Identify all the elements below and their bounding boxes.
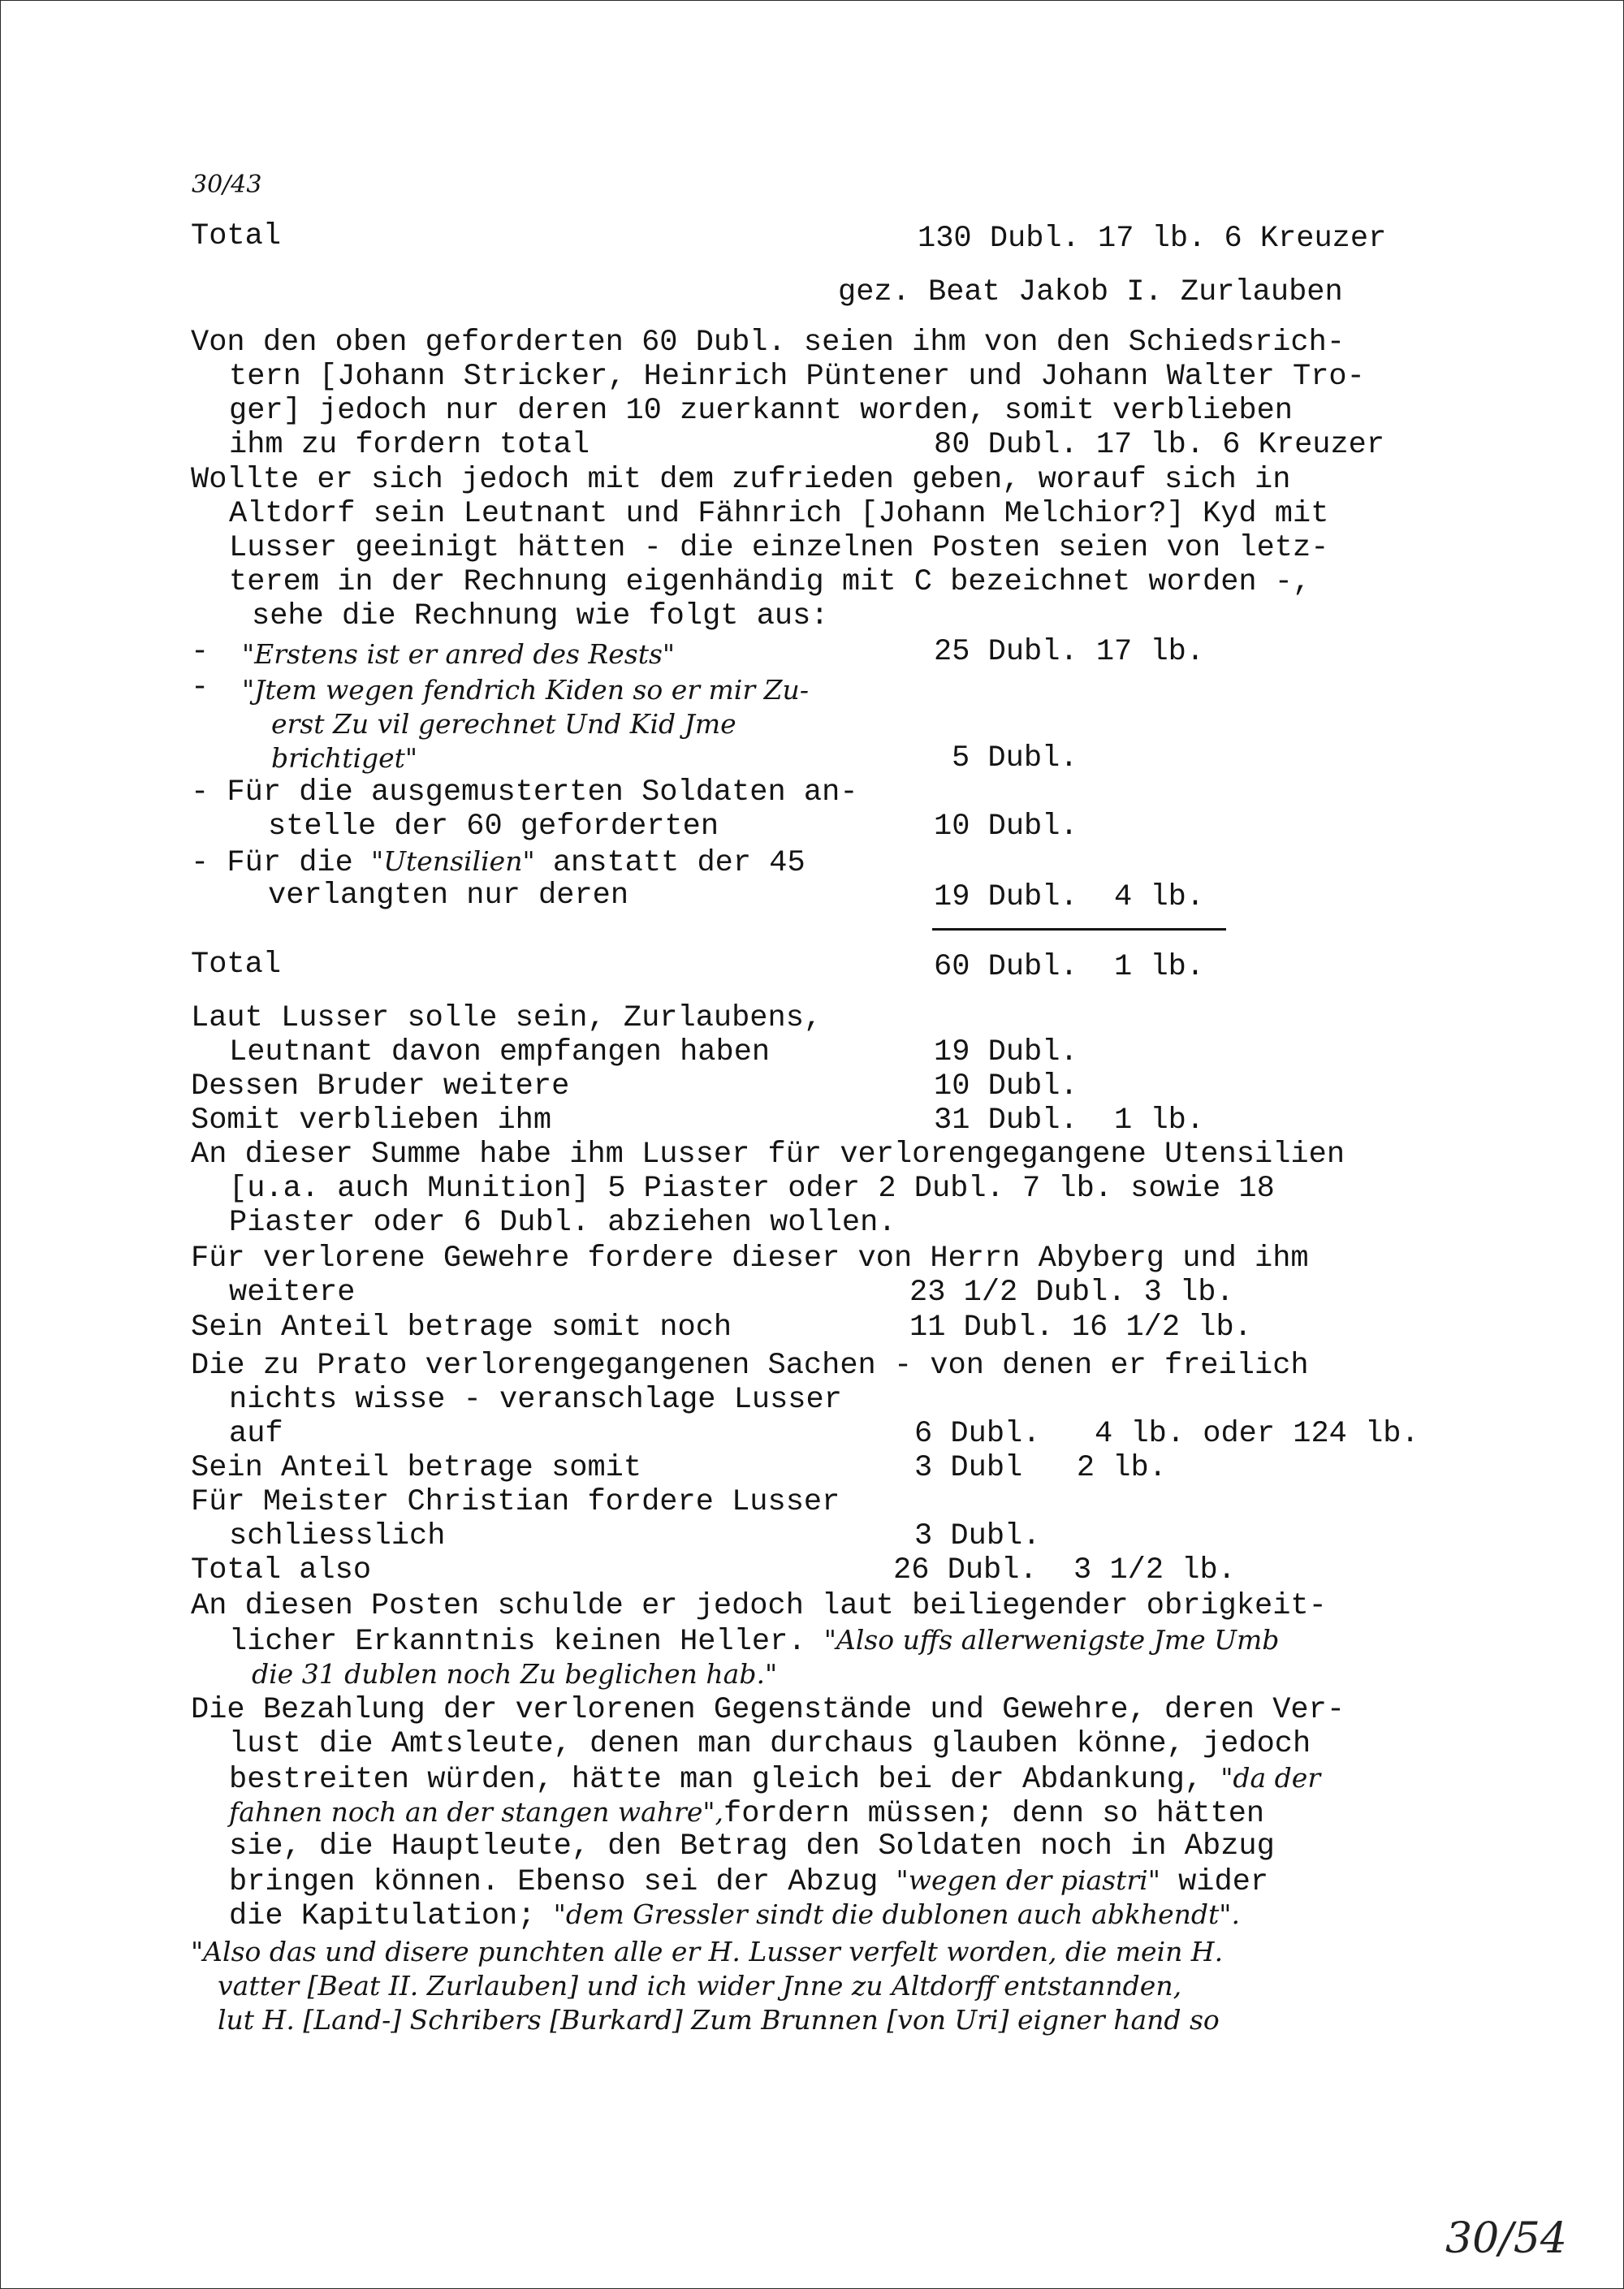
- total-label: Total also: [191, 1553, 372, 1587]
- sum-rule: [932, 928, 1226, 931]
- paragraph-line: weitere: [229, 1276, 356, 1310]
- total-label: Total: [191, 219, 282, 253]
- paragraph-line: [u.a. auch Munition] 5 Piaster oder 2 Dubl. 7 lb. sowie 18: [229, 1172, 1275, 1206]
- item-quote: brichtiget": [271, 742, 418, 774]
- amount-value: 5 Dubl.: [952, 741, 1078, 775]
- paragraph-quote: die 31 dublen noch Zu beglichen hab.": [252, 1658, 778, 1690]
- amount-value: 23 1/2 Dubl. 3 lb.: [909, 1276, 1234, 1310]
- paragraph-line: Für Meister Christian fordere Lusser: [191, 1485, 840, 1519]
- paragraph-line: Die zu Prato verlorengegangenen Sachen - von denen er freilich: [191, 1349, 1309, 1383]
- amount-value: 31 Dubl. 1 lb.: [934, 1103, 1205, 1138]
- list-dash: -: [191, 635, 209, 669]
- amount-value: 25 Dubl. 17 lb.: [934, 635, 1205, 669]
- paragraph-text: bestreiten würden, hätte man gleich bei der Abdankung,: [229, 1763, 1221, 1797]
- paragraph-line: Wollte er sich jedoch mit dem zufrieden geben, worauf sich in: [191, 463, 1291, 497]
- paragraph-quote: "Also das und disere punchten alle er H. Lusser verfelt worden, die mein H.: [191, 1936, 1224, 1967]
- amount-value: 6 Dubl. 4 lb. oder 124 lb.: [914, 1417, 1419, 1451]
- paragraph-quote: vatter [Beat II. Zurlauben] und ich wider Jnne zu Altdorff entstannden,: [218, 1970, 1182, 2002]
- paragraph-line: [229, 1623, 1279, 1659]
- paragraph-line: An diesen Posten schulde er jedoch laut beiliegender obrigkeit-: [191, 1589, 1327, 1623]
- item-quote: "Jtem wegen fendrich Kiden so er mir Zu-: [242, 674, 809, 706]
- paragraph-line: An dieser Summe habe ihm Lusser für verlorengegangene Utensilien: [191, 1138, 1345, 1172]
- paragraph-text: wider: [1160, 1865, 1269, 1899]
- total-value: 130 Dubl. 17 lb. 6 Kreuzer: [918, 222, 1387, 256]
- amount-value: 3 Dubl 2 lb.: [914, 1451, 1167, 1485]
- paragraph-line: [229, 1795, 1264, 1831]
- paragraph-line: sehe die Rechnung wie folgt aus:: [252, 599, 829, 633]
- paragraph-line: schliesslich: [229, 1519, 446, 1553]
- amount-value: 80 Dubl. 17 lb. 6 Kreuzer: [934, 428, 1385, 462]
- paragraph-line: ihm zu fordern total: [229, 428, 590, 462]
- paragraph-line: [229, 1761, 1320, 1797]
- paragraph-line: Leutnant davon empfangen haben: [229, 1035, 771, 1069]
- paragraph-line: tern [Johann Stricker, Heinrich Püntener und Johann Walter Tro-: [229, 360, 1365, 394]
- amount-value: 3 Dubl.: [914, 1519, 1041, 1553]
- paragraph-line: nichts wisse - veranschlage Lusser: [229, 1383, 842, 1417]
- paragraph-quote: "dem Gressler sindt die dublonen auch abkhendt".: [553, 1898, 1240, 1930]
- paragraph-line: Dessen Bruder weitere: [191, 1069, 570, 1103]
- amount-value: 10 Dubl.: [934, 1069, 1078, 1103]
- paragraph-quote: "wegen der piastri": [896, 1864, 1160, 1896]
- item-quote: "Erstens ist er anred des Rests": [242, 638, 676, 670]
- paragraph-quote: "da der: [1220, 1762, 1321, 1794]
- handwritten-page-number: 30/54: [1445, 2214, 1567, 2263]
- paragraph-line: Sein Anteil betrage somit: [191, 1451, 642, 1485]
- paragraph-text: bringen können. Ebenso sei der Abzug: [229, 1865, 896, 1899]
- paragraph-line: [229, 1898, 1240, 1933]
- paragraph-line: ger] jedoch nur deren 10 zuerkannt worden, somit verblieben: [229, 394, 1294, 428]
- paragraph-line: Für verlorene Gewehre fordere dieser von Herrn Abyberg und ihm: [191, 1242, 1309, 1276]
- list-item: verlangten nur deren: [268, 879, 629, 913]
- paragraph-line: Laut Lusser solle sein, Zurlaubens,: [191, 1001, 823, 1035]
- amount-value: 11 Dubl. 16 1/2 lb.: [909, 1311, 1252, 1345]
- total-label: Total: [191, 948, 282, 982]
- paragraph-quote: "Also uffs allerwenigste Jme Umb: [823, 1624, 1280, 1656]
- paragraph-line: auf: [229, 1417, 283, 1451]
- paragraph-text: fordern müssen; denn so hätten: [723, 1797, 1265, 1831]
- paragraph-line: Somit verblieben ihm: [191, 1103, 552, 1138]
- paragraph-text: die Kapitulation;: [229, 1899, 554, 1933]
- list-item: - Für die ausgemusterten Soldaten an-: [191, 775, 858, 810]
- signature-line: gez. Beat Jakob I. Zurlauben: [838, 275, 1343, 309]
- paragraph-line: terem in der Rechnung eigenhändig mit C bezeichnet worden -,: [229, 565, 1311, 599]
- reference-number: 30/43: [192, 171, 262, 199]
- amount-value: 19 Dubl.: [934, 1035, 1078, 1069]
- paragraph-quote: fahnen noch an der stangen wahre",: [229, 1796, 724, 1828]
- paragraph-line: lust die Amtsleute, denen man durchaus glauben könne, jedoch: [229, 1727, 1311, 1761]
- paragraph-line: Lusser geeinigt hätten - die einzelnen Posten seien von letz-: [229, 531, 1329, 565]
- total-value: 60 Dubl. 1 lb.: [934, 950, 1205, 984]
- list-item-text: anstatt der 45: [534, 846, 806, 880]
- paragraph-line: Piaster oder 6 Dubl. abziehen wollen.: [229, 1206, 896, 1240]
- amount-value: 10 Dubl.: [934, 810, 1078, 844]
- paragraph-line: Von den oben geforderten 60 Dubl. seien ihm von den Schiedsrich-: [191, 326, 1345, 360]
- paragraph-line: Die Bezahlung der verlorenen Gegenstände und Gewehre, deren Ver-: [191, 1693, 1345, 1727]
- amount-value: 19 Dubl. 4 lb.: [934, 880, 1205, 914]
- paragraph-line: [229, 1864, 1268, 1899]
- list-item: [191, 844, 806, 880]
- list-dash: -: [191, 671, 209, 705]
- paragraph-line: sie, die Hauptleute, den Betrag den Soldaten noch in Abzug: [229, 1829, 1275, 1864]
- paragraph-quote: lut H. [Land-] Schribers [Burkard] Zum Brunnen [von Uri] eigner hand so: [218, 2004, 1220, 2036]
- paragraph-line: Altdorf sein Leutnant und Fähnrich [Johann Melchior?] Kyd mit: [229, 497, 1329, 531]
- paragraph-line: Sein Anteil betrage somit noch: [191, 1311, 732, 1345]
- total-value: 26 Dubl. 3 1/2 lb.: [893, 1553, 1236, 1587]
- list-item: stelle der 60 geforderten: [268, 810, 719, 844]
- paragraph-text: licher Erkanntnis keinen Heller.: [229, 1625, 824, 1659]
- list-item-text: - Für die: [191, 846, 372, 880]
- item-quote: "Utensilien": [371, 845, 535, 877]
- item-quote: erst Zu vil gerechnet Und Kid Jme: [271, 708, 736, 740]
